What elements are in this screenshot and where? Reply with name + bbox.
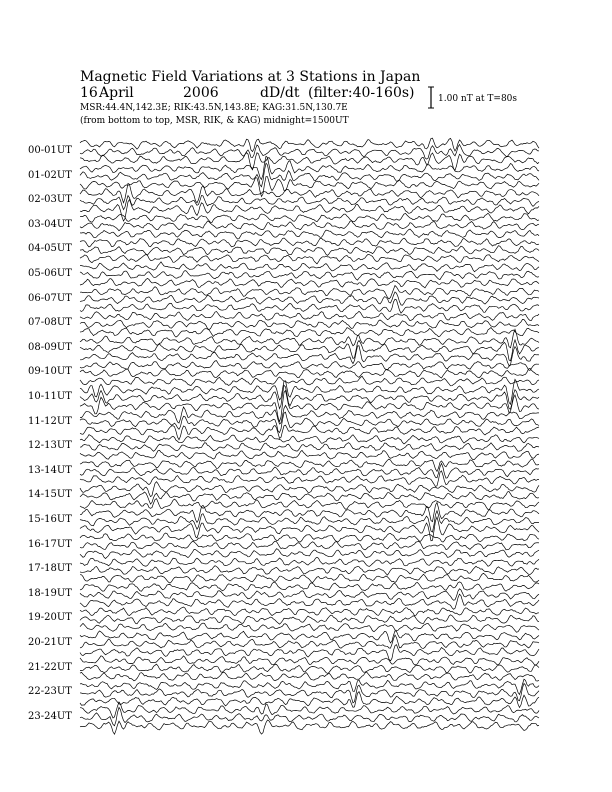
date-month: April (99, 85, 134, 101)
row-label: 11-12UT (28, 415, 72, 427)
trace-msr (80, 299, 539, 313)
row-label: 23-24UT (28, 710, 72, 722)
trace-msr (80, 594, 539, 609)
trace-kag (80, 582, 539, 591)
row-label: 08-09UT (28, 341, 72, 353)
trace-rik (80, 566, 539, 575)
trace-msr (80, 278, 539, 288)
row-label: 01-02UT (28, 169, 72, 181)
trace-msr (80, 623, 539, 632)
trace-kag (80, 311, 539, 320)
row-label: 16-17UT (28, 538, 72, 550)
row-label: 04-05UT (28, 243, 72, 255)
row-label: 20-21UT (28, 637, 72, 648)
trace-msr (80, 346, 539, 366)
trace-kag (80, 329, 539, 348)
trace-rik (80, 221, 539, 231)
row-label: 07-08UT (28, 317, 72, 329)
trace-rik (80, 368, 539, 378)
trace-rik (80, 615, 539, 624)
trace-kag (80, 533, 539, 542)
trace-msr (80, 573, 539, 583)
trace-kag (80, 138, 539, 151)
row-label: 13-14UT (28, 464, 72, 476)
trace-rik (80, 511, 539, 532)
trace-msr (80, 254, 539, 263)
row-label: 21-22UT (28, 661, 72, 673)
trace-kag (80, 679, 539, 694)
row-label: 03-04UT (28, 218, 72, 230)
trace-msr (80, 471, 539, 487)
row-label: 10-11UT (28, 391, 72, 402)
trace-rik (80, 271, 539, 281)
row-label: 14-15UT (28, 489, 72, 501)
trace-rik (80, 443, 539, 452)
trace-rik (80, 664, 539, 673)
row-label: 00-01UT (28, 145, 72, 156)
trace-kag (80, 656, 539, 665)
quantity-label: dD/dt (260, 85, 300, 101)
trace-rik (80, 319, 539, 329)
trace-kag (80, 459, 539, 471)
row-label: 02-03UT (28, 194, 72, 206)
trace-msr (80, 328, 539, 338)
trace-kag (80, 557, 539, 566)
row-label: 09-10UT (28, 366, 72, 378)
row-label: 17-18UT (28, 563, 72, 575)
trace-rik (80, 463, 539, 478)
trace-kag (80, 503, 539, 523)
trace-msr (80, 425, 539, 440)
trace-rik (80, 163, 539, 187)
trace-kag (80, 631, 539, 643)
scale-bar-label: 1.00 nT at T=80s (438, 94, 518, 104)
trace-msr (80, 376, 539, 386)
trace-rik (80, 145, 539, 160)
date-year: 2006 (183, 85, 219, 101)
trace-kag (80, 213, 539, 222)
trace-kag (80, 361, 539, 371)
row-label: 15-16UT (28, 514, 72, 525)
trace-rik (80, 292, 539, 305)
trace-msr (80, 549, 539, 559)
order-line: (from bottom to top, MSR, RIK, & KAG) midnight=1500UT (80, 116, 349, 126)
trace-rik (80, 541, 539, 550)
trace-rik (80, 589, 539, 600)
trace-msr (80, 229, 539, 239)
row-label: 18-19UT (28, 587, 72, 599)
trace-kag (80, 156, 539, 179)
trace-msr (80, 177, 539, 197)
row-label: 06-07UT (28, 292, 72, 304)
trace-rik (80, 635, 539, 648)
trace-kag (80, 435, 539, 444)
filter-label: (filter:40-160s) (308, 85, 415, 101)
trace-msr (80, 720, 539, 734)
trace-msr (80, 450, 539, 459)
date-day: 16 (80, 85, 98, 101)
chart-title: Magnetic Field Variations at 3 Stations in Japan (80, 69, 421, 85)
trace-kag (80, 607, 539, 616)
trace-kag (80, 262, 539, 272)
row-label: 22-23UT (28, 686, 72, 698)
trace-rik (80, 246, 539, 256)
trace-kag (80, 482, 539, 497)
stations-line: MSR:44.4N,142.3E; RIK:43.5N,143.8E; KAG:31.5N,130.7E (80, 103, 348, 113)
trace-msr (80, 391, 539, 422)
trace-kag (80, 238, 539, 247)
row-label: 05-06UT (28, 268, 72, 279)
trace-rik (80, 195, 539, 209)
row-label: 12-13UT (28, 440, 72, 452)
trace-kag (80, 183, 539, 202)
row-label: 19-20UT (28, 612, 72, 624)
